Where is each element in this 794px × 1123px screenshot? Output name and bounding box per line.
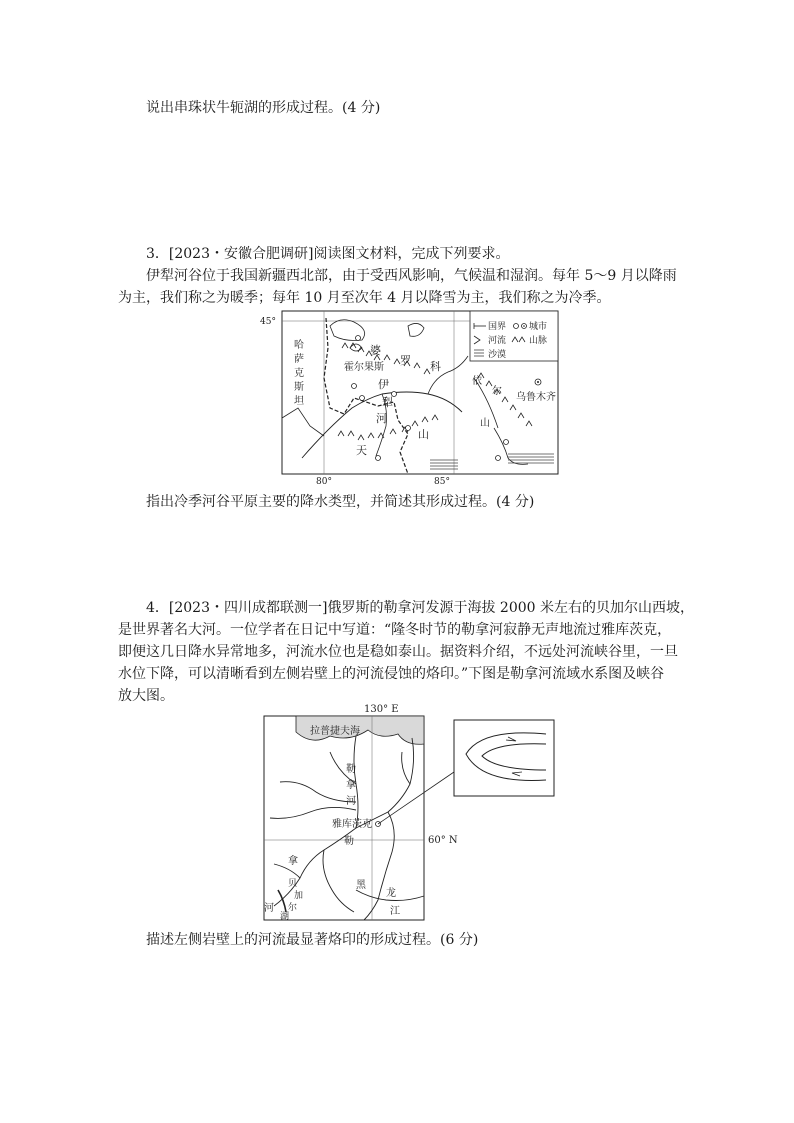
- svg-text:河: 河: [346, 796, 356, 807]
- svg-text:江: 江: [390, 906, 400, 917]
- svg-text:乌鲁木齐: 乌鲁木齐: [516, 392, 556, 403]
- svg-text:沙漠: 沙漠: [488, 350, 507, 360]
- svg-text:湖: 湖: [280, 912, 290, 922]
- svg-text:山: 山: [480, 418, 490, 429]
- svg-text:勒: 勒: [346, 764, 356, 775]
- q4-line5: 放大图。: [118, 688, 174, 704]
- svg-text:45°: 45°: [260, 317, 276, 327]
- lena-river-map: [260, 700, 560, 924]
- svg-text:伊: 伊: [378, 378, 389, 391]
- svg-text:罗: 罗: [400, 354, 411, 367]
- svg-text:哈: 哈: [294, 340, 304, 351]
- svg-text:坦: 坦: [294, 396, 304, 407]
- q3-paragraph-line2: 为主，我们称之为暖季；每年 10 月至次年 4 月以降雪为主，我们称之为冷季。: [118, 290, 611, 306]
- q4-line1: 4．[2023・四川成都联测一]俄罗斯的勒拿河发源于海拔 2000 米左右的贝加尔山西坡，: [146, 600, 694, 616]
- svg-text:拿: 拿: [346, 780, 356, 791]
- svg-text:85°: 85°: [434, 477, 450, 484]
- svg-text:加: 加: [294, 891, 304, 901]
- svg-text:依: 依: [472, 376, 482, 387]
- svg-text:山: 山: [418, 428, 429, 441]
- svg-text:城市: 城市: [529, 322, 548, 332]
- svg-text:尔: 尔: [288, 903, 298, 913]
- q4-line4: 水位下降，可以清晰看到左侧岩壁上的河流侵蚀的烙印。”下图是勒拿河流域水系图及峡谷: [118, 666, 665, 682]
- svg-text:婆: 婆: [370, 344, 381, 357]
- yili-valley-map: [258, 308, 560, 484]
- q4-line2: 是世界著名大河。一位学者在日记中写道：“隆冬时节的勒拿河寂静无声地流过雅库茨克，: [118, 622, 672, 638]
- svg-text:国界: 国界: [488, 322, 507, 332]
- svg-text:犁: 犁: [382, 396, 393, 409]
- svg-text:拉普捷夫海: 拉普捷夫海: [310, 726, 360, 737]
- q3-header: 3．[2023・安徽合肥调研]阅读图文材料，完成下列要求。: [146, 246, 510, 262]
- svg-text:斯: 斯: [294, 382, 304, 393]
- svg-text:克: 克: [294, 368, 304, 379]
- svg-text:萨: 萨: [294, 354, 304, 365]
- svg-text:科: 科: [430, 360, 441, 373]
- svg-text:拿: 拿: [288, 856, 298, 867]
- svg-text:60° N: 60° N: [428, 835, 458, 846]
- svg-text:天: 天: [356, 444, 367, 457]
- svg-text:贝: 贝: [288, 879, 298, 889]
- svg-text:雅库茨克: 雅库茨克: [332, 819, 372, 830]
- svg-text:勒: 勒: [344, 836, 354, 847]
- q4-line3: 即便这几日降水异常地多，河流水位也是稳如泰山。据资料介绍，不远处河流峡谷里，一旦: [118, 644, 678, 660]
- svg-text:龙: 龙: [386, 888, 396, 899]
- svg-text:130° E: 130° E: [364, 704, 399, 715]
- svg-text:80°: 80°: [316, 477, 332, 484]
- q4-task: 描述左侧岩壁上的河流最显著烙印的形成过程。(6 分): [146, 932, 479, 948]
- svg-text:黑: 黑: [356, 880, 366, 891]
- svg-text:河: 河: [376, 412, 387, 425]
- q3-task: 指出冷季河谷平原主要的降水类型，并简述其形成过程。(4 分): [146, 494, 535, 510]
- svg-text:霍尔果斯: 霍尔果斯: [344, 362, 384, 373]
- svg-text:山脉: 山脉: [529, 336, 548, 346]
- q2-task: 说出串珠状牛轭湖的形成过程。(4 分): [146, 100, 381, 116]
- svg-text:尔: 尔: [492, 386, 502, 397]
- svg-text:河流: 河流: [488, 336, 507, 346]
- svg-text:河: 河: [264, 903, 274, 914]
- q3-paragraph-line1: 伊犁河谷位于我国新疆西北部，由于受西风影响，气候温和湿润。每年 5～9 月以降雨: [146, 268, 677, 284]
